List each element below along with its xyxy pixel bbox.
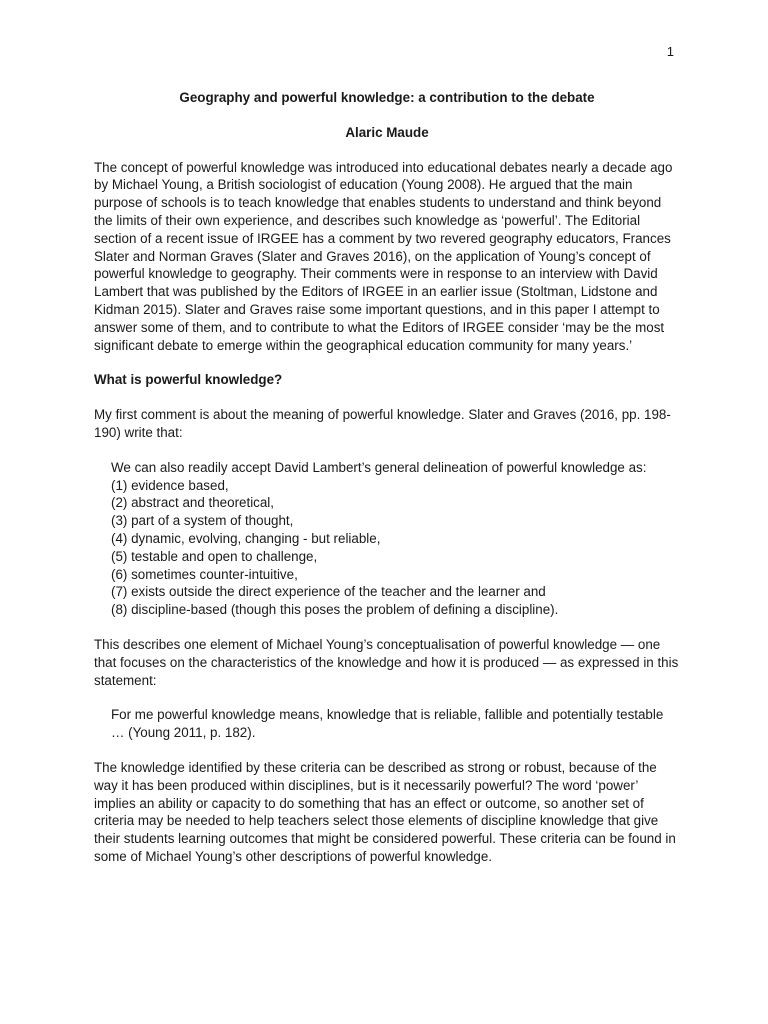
document-title: Geography and powerful knowledge: a contribution to the debate — [179, 90, 595, 105]
page-number: 1 — [666, 44, 674, 59]
criteria-list — [111, 477, 680, 619]
document-body — [94, 89, 680, 866]
section-heading: What is powerful knowledge? — [94, 372, 283, 388]
list-item: (4) dynamic, evolving, changing - but reliable, — [111, 530, 381, 546]
list-item: (6) sometimes counter-intuitive, — [111, 566, 298, 582]
list-item: (3) part of a system of thought, — [111, 513, 294, 529]
list-item: (8) discipline-based (though this poses the problem of defining a discipline). — [111, 602, 559, 618]
paragraph-4: The knowledge identified by these criteria can be described as strong or robust, because of the way it has been produced within disciplines, but is it necessarily powerful? The word ‘power’ implies an ability or capacity to do something that has an effect or outcome, so another set of criteria may be needed to help teachers select those elements of discipline knowledge that give their students learning outcomes that might be considered powerful. These criteria can be found in some of Michael Young’s other descriptions of powerful knowledge. — [94, 759, 676, 864]
document-author: Alaric Maude — [345, 124, 429, 140]
block-quote-list — [111, 459, 680, 619]
intro-paragraph: The concept of powerful knowledge was introduced into educational debates nearly a decade ago by Michael Young, a British sociologist of education (Young 2008). He argued that the main purpose of schools is to teach knowledge that enables students to understand and think beyond the limits of their own experience, and describes such knowledge as ‘powerful’. The Editorial section of a recent issue of IRGEE has a comment by two revered geography educators, Frances Slater and Norman Graves (Slater and Graves 2016), on the application of Young’s concept of powerful knowledge to geography. Their comments were in response to an interview with David Lambert that was published by the Editors of IRGEE in an earlier issue (Stoltman, Lidstone and Kidman 2015). Slater and Graves raise some important questions, and in this paper I attempt to answer some of them, and to contribute to what the Editors of IRGEE consider ‘may be the most significant debate to emerge within the geographical education community for many years.’ — [94, 159, 673, 353]
paragraph-2: My first comment is about the meaning of powerful knowledge. Slater and Graves (2016, pp. 198-190) write that: — [94, 407, 671, 440]
list-item: (5) testable and open to challenge, — [111, 548, 318, 564]
paragraph-3: This describes one element of Michael Young’s conceptualisation of powerful knowledge — one that focuses on the characteristics of the knowledge and how it is produced — as expressed in this statement: — [94, 636, 679, 688]
list-item: (7) exists outside the direct experience of the teacher and the learner and — [111, 584, 546, 600]
quote-intro: We can also readily accept David Lambert’s general delineation of powerful knowledge as: — [111, 459, 647, 475]
block-quote: For me powerful knowledge means, knowledge that is reliable, fallible and potentially testable … (Young 2011, p. 182). — [111, 707, 664, 741]
list-item: (1) evidence based, — [111, 477, 229, 493]
list-item: (2) abstract and theoretical, — [111, 495, 275, 511]
